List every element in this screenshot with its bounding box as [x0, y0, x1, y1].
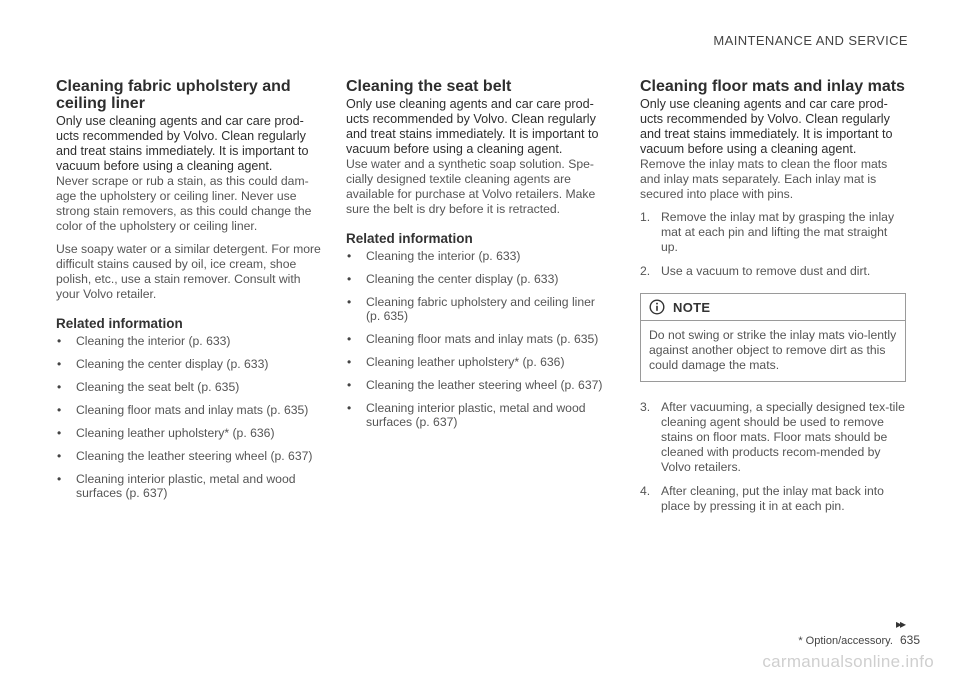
- related-link[interactable]: • Cleaning the center display (p. 633): [346, 272, 612, 286]
- step-text: After cleaning, put the inlay mat back into place by pressing it in at each pin.: [661, 484, 884, 513]
- related-link[interactable]: • Cleaning floor mats and inlay mats (p. 635): [56, 403, 324, 417]
- note-box: [640, 293, 906, 382]
- watermark-logo: carmanualsonline.info: [762, 652, 934, 671]
- related-link[interactable]: • Cleaning leather upholstery* (p. 636): [346, 355, 612, 369]
- body-paragraph: Never scrape or rub a stain, as this could dam-age the upholstery or ceiling liner. Never use strong stain removers, as this could change the color of the upholstery or ceiling liner.: [56, 174, 312, 233]
- related-link[interactable]: • Cleaning floor mats and inlay mats (p. 635): [346, 332, 612, 346]
- page-number: 635: [899, 633, 920, 647]
- body-paragraph: Remove the inlay mats to clean the floor mats and inlay mats separately. Each inlay mat is secured into place with pins.: [640, 157, 888, 201]
- column-fabric-upholstery: [56, 78, 324, 509]
- related-link[interactable]: • Cleaning the leather steering wheel (p. 637): [346, 378, 612, 392]
- step-text: Use a vacuum to remove dust and dirt.: [661, 264, 871, 278]
- related-link[interactable]: • Cleaning leather upholstery* (p. 636): [56, 426, 324, 440]
- lead-text: Only use cleaning agents and car care prod-ucts recommended by Volvo. Clean regularly and treat stains immediately. It is important to vacuum before using a cleaning agent.: [640, 97, 893, 156]
- body-paragraph: Use soapy water or a similar detergent. For more difficult stains caused by oil, ice cream, shoe polish, etc., use a stain remover. Consult with your Volvo retailer.: [56, 242, 321, 301]
- step-item: [640, 484, 906, 514]
- heading-fabric-upholstery: Cleaning fabric upholstery and ceiling liner: [56, 78, 291, 112]
- info-circle-icon: [649, 299, 665, 315]
- step-item: [640, 264, 906, 279]
- note-text: Do not swing or strike the inlay mats vio-lently against another object to remove dirt as this could damage the mats.: [649, 328, 897, 372]
- related-link[interactable]: • Cleaning the interior (p. 633): [56, 334, 324, 348]
- page-footer: [798, 633, 920, 647]
- related-link[interactable]: • Cleaning interior plastic, metal and wood surfaces (p. 637): [56, 472, 324, 500]
- note-header: [641, 294, 905, 321]
- related-links-list: [346, 249, 612, 429]
- column-floor-mats: [640, 78, 906, 523]
- lead-text: Only use cleaning agents and car care prod-ucts recommended by Volvo. Clean regularly and treat stains immediately. It is important to vacuum before using a cleaning agent.: [56, 114, 309, 173]
- steps-list: [640, 210, 906, 279]
- related-link[interactable]: • Cleaning the leather steering wheel (p. 637): [56, 449, 324, 463]
- heading-seat-belt: Cleaning the seat belt: [346, 78, 512, 95]
- note-title: NOTE: [673, 299, 711, 315]
- step-item: [640, 210, 906, 255]
- related-link[interactable]: • Cleaning the interior (p. 633): [346, 249, 612, 263]
- step-number: 4.: [640, 484, 651, 498]
- related-information-heading: Related information: [56, 316, 183, 331]
- related-link[interactable]: • Cleaning interior plastic, metal and wood surfaces (p. 637): [346, 401, 612, 429]
- footnote-text: * Option/accessory.: [798, 635, 893, 647]
- section-header: MAINTENANCE AND SERVICE: [713, 33, 908, 48]
- related-link[interactable]: • Cleaning fabric upholstery and ceiling liner (p. 635): [346, 295, 612, 323]
- related-information-heading: Related information: [346, 231, 473, 246]
- column-seat-belt: [346, 78, 612, 438]
- related-link[interactable]: • Cleaning the seat belt (p. 635): [56, 380, 324, 394]
- continue-arrows-icon: ▸▸: [895, 617, 904, 631]
- step-item: [640, 400, 906, 475]
- related-link[interactable]: • Cleaning the center display (p. 633): [56, 357, 324, 371]
- step-number: 2.: [640, 264, 651, 278]
- steps-list: [640, 400, 906, 514]
- step-number: 3.: [640, 400, 651, 414]
- lead-text: Only use cleaning agents and car care prod-ucts recommended by Volvo. Clean regularly and treat stains immediately. It is important to vacuum before using a cleaning agent.: [346, 97, 599, 156]
- step-text: After vacuuming, a specially designed tex-tile cleaning agent should be used to remove stains on floor mats. Floor mats should be cleaned with products recom-mended by Volvo retailers.: [661, 400, 905, 474]
- body-paragraph: Use water and a synthetic soap solution. Spe-cially designed textile cleaning agents are available for purchase at Volvo retailers. Make sure the belt is dry before it is retracted.: [346, 157, 596, 216]
- step-number: 1.: [640, 210, 651, 224]
- related-links-list: [56, 334, 324, 500]
- heading-floor-mats: Cleaning floor mats and inlay mats: [640, 78, 905, 95]
- step-text: Remove the inlay mat by grasping the inlay mat at each pin and lifting the mat straight up.: [661, 210, 895, 254]
